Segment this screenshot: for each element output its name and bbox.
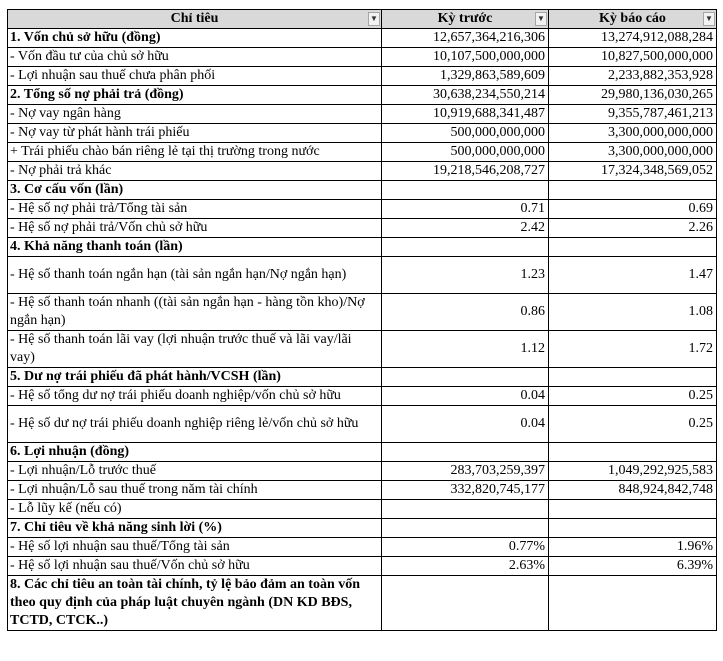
header-indicator-label: Chỉ tiêu: [170, 11, 219, 26]
row-reporting-value: 10,827,500,000,000: [549, 48, 717, 67]
row-label: - Lợi nhuận/Lỗ sau thuế trong năm tài chính: [8, 481, 382, 500]
table-row: [8, 294, 717, 331]
table-row: [8, 368, 717, 387]
row-previous-value: [382, 368, 549, 387]
row-reporting-value: 2,233,882,353,928: [549, 67, 717, 86]
row-reporting-value: 1.96%: [549, 538, 717, 557]
row-label: - Nợ phải trả khác: [8, 162, 382, 181]
header-reporting-label: Kỳ báo cáo: [599, 11, 666, 26]
table-row: [8, 219, 717, 238]
filter-dropdown-icon[interactable]: ▼: [703, 12, 715, 26]
row-reporting-value: 13,274,912,088,284: [549, 29, 717, 48]
table-body: [8, 29, 717, 631]
row-previous-value: 332,820,745,177: [382, 481, 549, 500]
row-reporting-value: [549, 443, 717, 462]
table-row: [8, 48, 717, 67]
row-label: - Hệ số nợ phải trả/Vốn chủ sở hữu: [8, 219, 382, 238]
row-label: - Lợi nhuận sau thuế chưa phân phối: [8, 67, 382, 86]
table-row: [8, 67, 717, 86]
row-previous-value: [382, 238, 549, 257]
row-previous-value: 10,919,688,341,487: [382, 105, 549, 124]
row-label: - Nợ vay ngân hàng: [8, 105, 382, 124]
header-previous-period: [382, 10, 549, 29]
row-label: 5. Dư nợ trái phiếu đã phát hành/VCSH (lần): [8, 368, 382, 387]
table-row: [8, 124, 717, 143]
table-row: [8, 105, 717, 124]
row-previous-value: 1.12: [382, 331, 549, 368]
header-previous-label: Kỳ trước: [437, 11, 493, 26]
row-reporting-value: [549, 238, 717, 257]
row-previous-value: 2.42: [382, 219, 549, 238]
table-row: [8, 181, 717, 200]
table-row: [8, 162, 717, 181]
row-previous-value: 30,638,234,550,214: [382, 86, 549, 105]
row-reporting-value: 3,300,000,000,000: [549, 124, 717, 143]
table-row: [8, 200, 717, 219]
table-row: [8, 257, 717, 294]
header-reporting-period: [549, 10, 717, 29]
row-previous-value: 12,657,364,216,306: [382, 29, 549, 48]
table-row: [8, 519, 717, 538]
row-label: + Trái phiếu chào bán riêng lẻ tại thị trường trong nước: [8, 143, 382, 162]
row-label: - Hệ số nợ phải trả/Tổng tài sản: [8, 200, 382, 219]
row-label: 7. Chỉ tiêu về khả năng sinh lời (%): [8, 519, 382, 538]
row-previous-value: [382, 519, 549, 538]
table-row: [8, 143, 717, 162]
row-previous-value: 19,218,546,208,727: [382, 162, 549, 181]
row-label: 6. Lợi nhuận (đồng): [8, 443, 382, 462]
row-reporting-value: 1,049,292,925,583: [549, 462, 717, 481]
row-label: - Hệ số dư nợ trái phiếu doanh nghiệp riêng lẻ/vốn chủ sở hữu: [8, 406, 382, 443]
row-reporting-value: 9,355,787,461,213: [549, 105, 717, 124]
header-indicator: [8, 10, 382, 29]
row-label: - Hệ số thanh toán lãi vay (lợi nhuận trước thuế và lãi vay/lãi vay): [8, 331, 382, 368]
row-label: - Hệ số thanh toán nhanh ((tài sản ngắn hạn - hàng tồn kho)/Nợ ngắn hạn): [8, 294, 382, 331]
row-previous-value: 0.77%: [382, 538, 549, 557]
row-previous-value: [382, 576, 549, 631]
row-previous-value: 0.04: [382, 406, 549, 443]
row-previous-value: 10,107,500,000,000: [382, 48, 549, 67]
row-label: - Hệ số thanh toán ngắn hạn (tài sản ngắn hạn/Nợ ngắn hạn): [8, 257, 382, 294]
row-previous-value: 283,703,259,397: [382, 462, 549, 481]
row-previous-value: 0.71: [382, 200, 549, 219]
row-label: 3. Cơ cấu vốn (lần): [8, 181, 382, 200]
table-row: [8, 443, 717, 462]
table-row: [8, 387, 717, 406]
row-label: 1. Vốn chủ sở hữu (đồng): [8, 29, 382, 48]
row-reporting-value: [549, 500, 717, 519]
table-row: [8, 331, 717, 368]
table-row: [8, 29, 717, 48]
table-row: [8, 238, 717, 257]
table-row: [8, 538, 717, 557]
table-row: [8, 557, 717, 576]
row-label: 4. Khả năng thanh toán (lần): [8, 238, 382, 257]
filter-dropdown-icon[interactable]: ▼: [368, 12, 380, 26]
row-previous-value: 2.63%: [382, 557, 549, 576]
row-previous-value: 500,000,000,000: [382, 143, 549, 162]
row-reporting-value: [549, 576, 717, 631]
row-reporting-value: [549, 368, 717, 387]
row-previous-value: 0.86: [382, 294, 549, 331]
row-label: - Nợ vay từ phát hành trái phiếu: [8, 124, 382, 143]
row-previous-value: [382, 443, 549, 462]
row-reporting-value: [549, 181, 717, 200]
row-label: - Vốn đầu tư của chủ sở hữu: [8, 48, 382, 67]
row-reporting-value: 6.39%: [549, 557, 717, 576]
row-label: - Hệ số lợi nhuận sau thuế/Tổng tài sản: [8, 538, 382, 557]
row-label: - Hệ số lợi nhuận sau thuế/Vốn chủ sở hữu: [8, 557, 382, 576]
row-reporting-value: 17,324,348,569,052: [549, 162, 717, 181]
row-reporting-value: 1.72: [549, 331, 717, 368]
header-row: [8, 10, 717, 29]
row-reporting-value: 0.25: [549, 387, 717, 406]
row-previous-value: 1,329,863,589,609: [382, 67, 549, 86]
table-row: [8, 406, 717, 443]
financial-indicators-table: [7, 9, 717, 631]
row-previous-value: [382, 500, 549, 519]
row-previous-value: 1.23: [382, 257, 549, 294]
row-label: 2. Tổng số nợ phải trả (đồng): [8, 86, 382, 105]
row-previous-value: 0.04: [382, 387, 549, 406]
row-reporting-value: 2.26: [549, 219, 717, 238]
row-label: - Hệ số tổng dư nợ trái phiếu doanh nghiệp/vốn chủ sở hữu: [8, 387, 382, 406]
row-label: 8. Các chỉ tiêu an toàn tài chính, tỷ lệ bảo đảm an toàn vốn theo quy định của pháp luật chuyên ngành (DN KD BĐS, TCTD, CTCK..): [8, 576, 382, 631]
row-previous-value: 500,000,000,000: [382, 124, 549, 143]
table-row: [8, 86, 717, 105]
table-row: [8, 481, 717, 500]
row-reporting-value: 1.47: [549, 257, 717, 294]
row-reporting-value: 0.69: [549, 200, 717, 219]
row-reporting-value: 1.08: [549, 294, 717, 331]
row-reporting-value: 29,980,136,030,265: [549, 86, 717, 105]
row-reporting-value: 848,924,842,748: [549, 481, 717, 500]
row-label: - Lỗ lũy kế (nếu có): [8, 500, 382, 519]
row-previous-value: [382, 181, 549, 200]
filter-dropdown-icon[interactable]: ▼: [535, 12, 547, 26]
row-reporting-value: [549, 519, 717, 538]
table-row: [8, 462, 717, 481]
row-label: - Lợi nhuận/Lỗ trước thuế: [8, 462, 382, 481]
row-reporting-value: 0.25: [549, 406, 717, 443]
table-row: [8, 576, 717, 631]
row-reporting-value: 3,300,000,000,000: [549, 143, 717, 162]
table-row: [8, 500, 717, 519]
